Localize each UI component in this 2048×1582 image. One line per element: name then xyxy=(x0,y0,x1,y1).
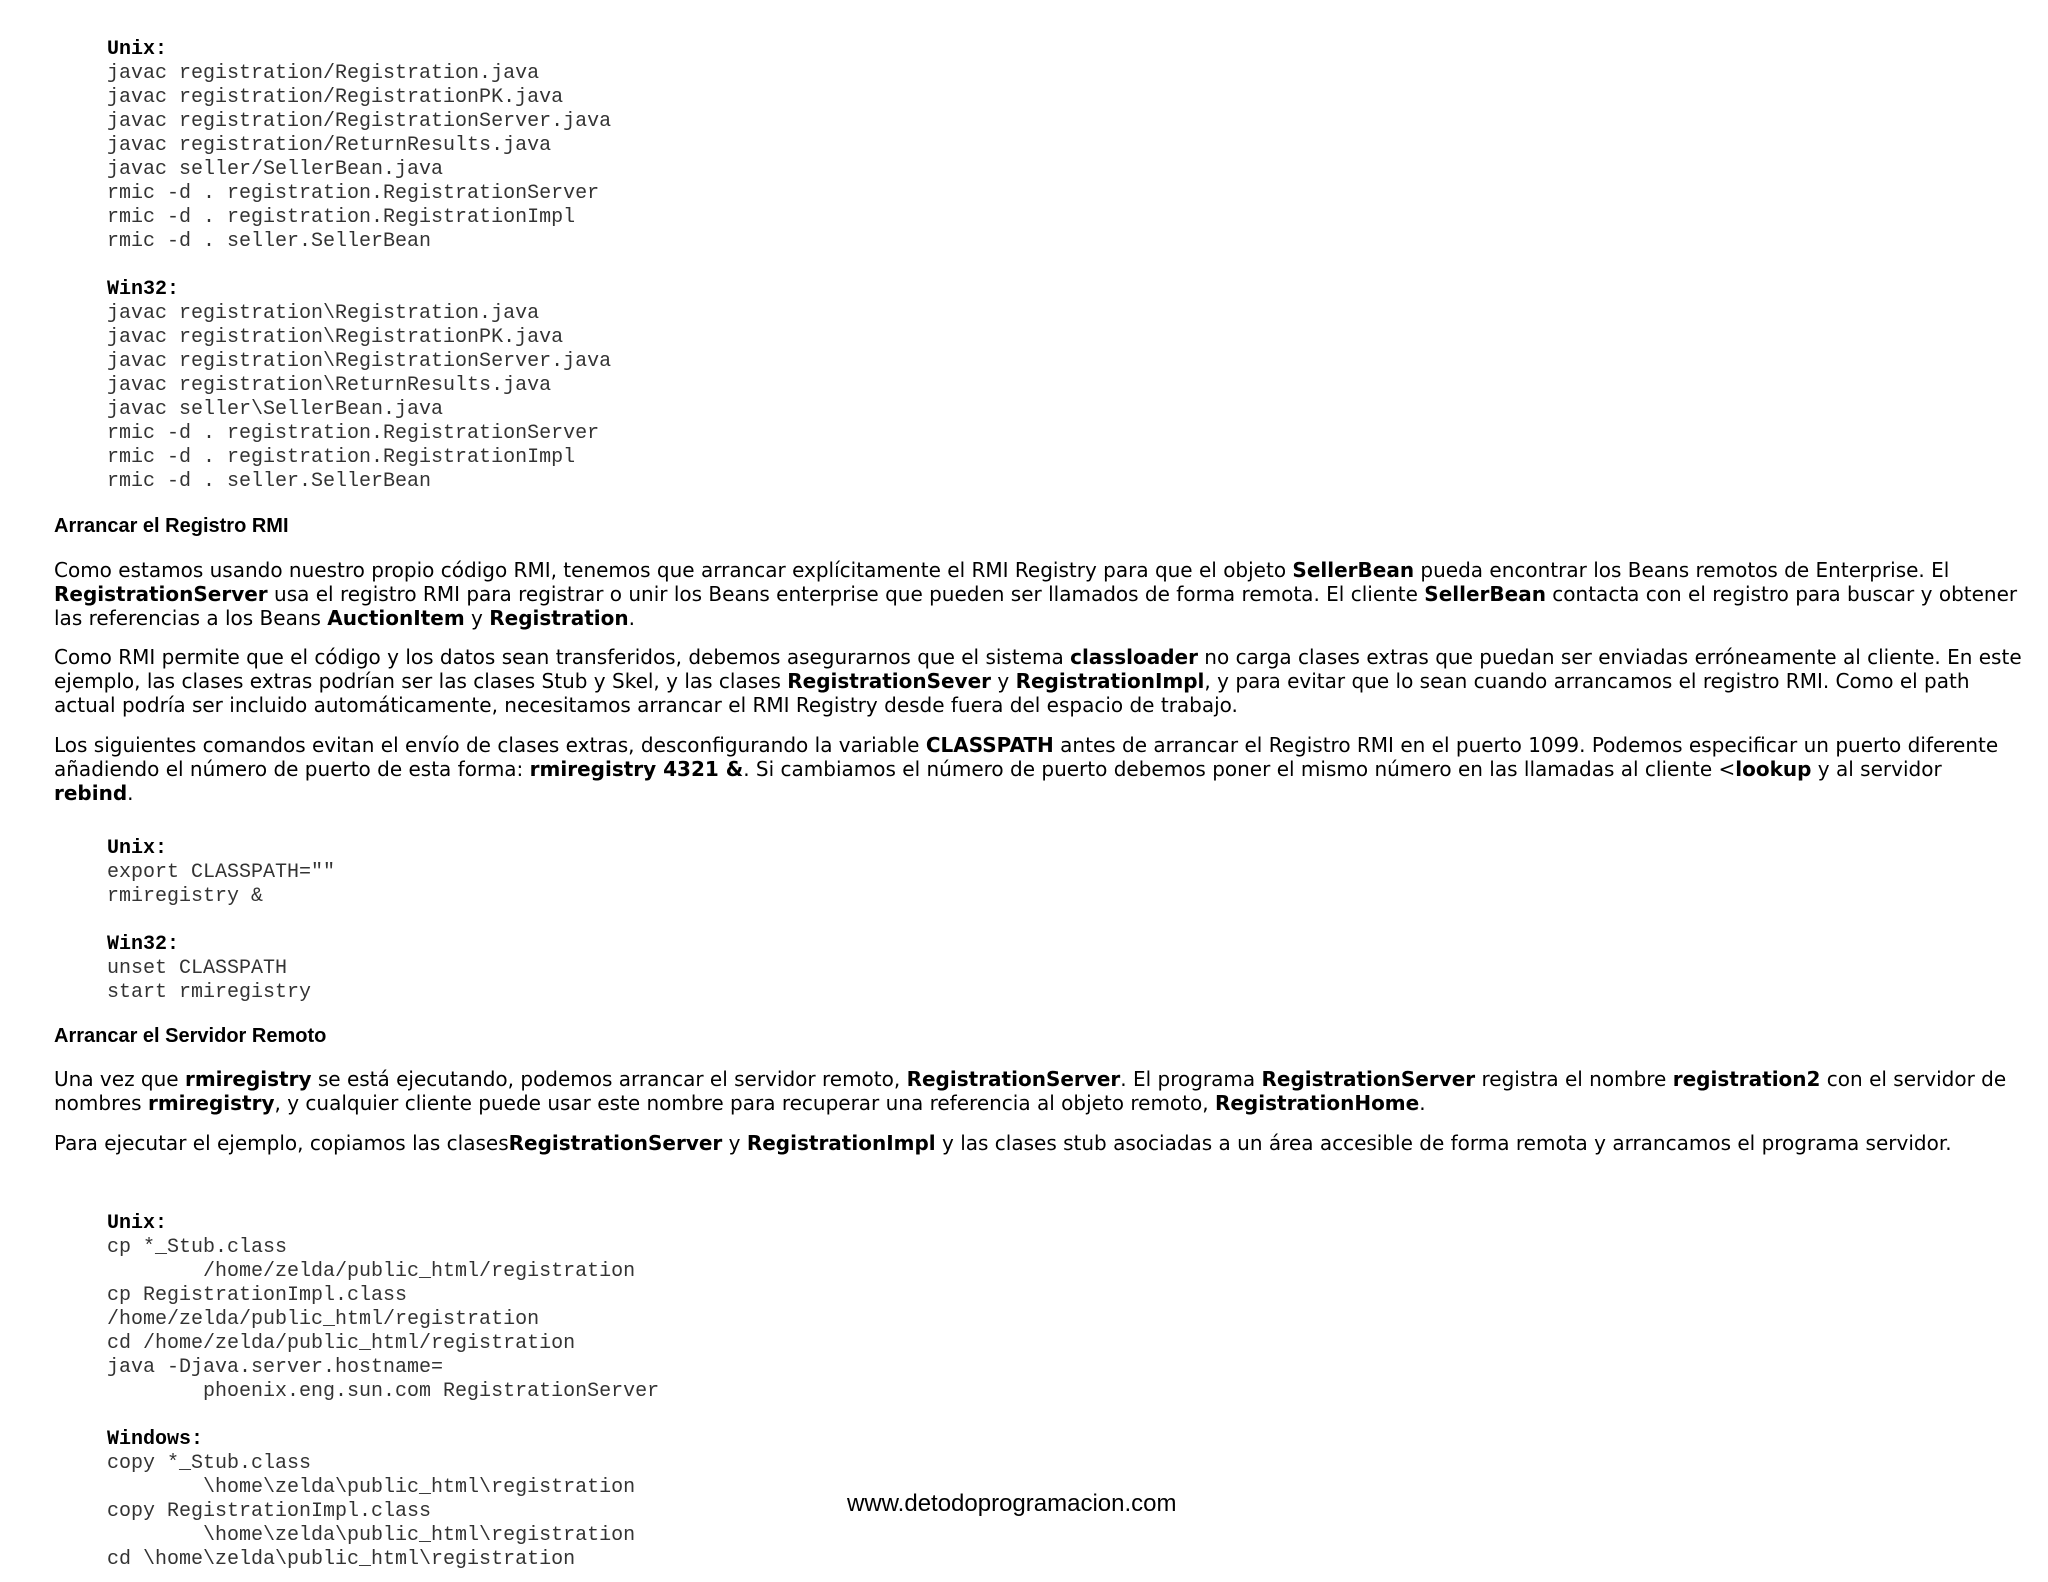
code-line: \home\zelda\public_html\registration xyxy=(107,1476,636,1499)
code-line: javac seller\SellerBean.java xyxy=(107,398,444,421)
paragraph xyxy=(54,558,2026,630)
code-lines-windows xyxy=(107,1452,659,1572)
code-lines-win32 xyxy=(107,957,335,1005)
text-run: Como estamos usando nuestro propio código RMI, tenemos que arrancar explícitamente el RMI Registry para que el objeto xyxy=(54,558,1293,582)
code-header-win32: Win32: xyxy=(107,933,180,956)
code-line: cp RegistrationImpl.class xyxy=(107,1284,408,1307)
paragraph xyxy=(54,1067,2026,1115)
bold-term: RegistrationImpl xyxy=(1015,669,1205,693)
text-run: pueda encontrar los Beans remotos de Enterprise. El xyxy=(1414,558,1950,582)
code-line: export CLASSPATH="" xyxy=(107,861,336,884)
footer-url: www.detodoprogramacion.com xyxy=(847,1490,1177,1517)
code-line: unset CLASSPATH xyxy=(107,957,288,980)
code-header-win32: Win32: xyxy=(107,278,180,301)
code-line: copy *_Stub.class xyxy=(107,1452,312,1475)
bold-term: RegistrationServer xyxy=(906,1067,1121,1091)
code-header-unix: Unix: xyxy=(107,1212,168,1235)
code-line: /home/zelda/public_html/registration xyxy=(107,1308,540,1331)
bold-term: rebind xyxy=(54,781,128,805)
text-run: Una vez que xyxy=(54,1067,185,1091)
section-heading-rmi-registry: Arrancar el Registro RMI xyxy=(54,515,289,537)
paragraph xyxy=(54,1131,2026,1155)
code-line: javac registration\ReturnResults.java xyxy=(107,374,552,397)
bold-term: rmiregistry xyxy=(147,1091,275,1115)
text-run: contacta con el registro para buscar y obtener las referencias a los Beans xyxy=(54,582,2018,630)
code-line: cd /home/zelda/public_html/registration xyxy=(107,1332,576,1355)
code-line: start rmiregistry xyxy=(107,981,312,1004)
text-run: Los siguientes comandos evitan el envío de clases extras, desconfigurando la variable xyxy=(54,733,926,757)
code-line: javac registration/RegistrationPK.java xyxy=(107,86,564,109)
code-line: phoenix.eng.sun.com RegistrationServer xyxy=(107,1380,660,1403)
code-header-unix: Unix: xyxy=(107,38,168,61)
code-block-registry xyxy=(107,837,335,1005)
bold-term: RegistrationHome xyxy=(1214,1091,1420,1115)
text-run: usa el registro RMI para registrar o unir los Beans enterprise que pueden ser llamados de forma remota. El cliente xyxy=(267,582,1425,606)
text-run: antes de arrancar el Registro RMI en el puerto 1099. Podemos especificar un puerto diferente añadiendo el número de puerto de esta forma: xyxy=(54,733,1999,781)
bold-term: lookup xyxy=(1735,757,1812,781)
bold-term: RegistrationSever xyxy=(787,669,992,693)
code-line: javac registration/Registration.java xyxy=(107,62,540,85)
code-lines-unix xyxy=(107,62,611,254)
bold-term: RegistrationImpl xyxy=(746,1131,936,1155)
text-run: . xyxy=(1419,1091,1426,1115)
bold-term: RegistrationServer xyxy=(508,1131,723,1155)
code-line: rmic -d . registration.RegistrationImpl xyxy=(107,206,576,229)
code-block-server xyxy=(107,1212,659,1572)
bold-term: RegistrationServer xyxy=(1261,1067,1476,1091)
code-line: javac registration/ReturnResults.java xyxy=(107,134,552,157)
text-run: . Si cambiamos el número de puerto debemos poner el mismo número en las llamadas al cliente < xyxy=(743,757,1736,781)
code-line: rmic -d . registration.RegistrationServer xyxy=(107,422,600,445)
bold-term: registration2 xyxy=(1672,1067,1821,1091)
code-line: rmic -d . registration.RegistrationServer xyxy=(107,182,600,205)
text-run: con el servidor de nombres xyxy=(54,1067,2007,1115)
bold-term: Registration xyxy=(489,606,629,630)
code-block-compile xyxy=(107,38,611,494)
text-run: , y para evitar que lo sean cuando arrancamos el registro RMI. Como el path actual podría ser incluido automáticamente, necesitamos arrancar el RMI Registry desde fuera del espacio de trabajo. xyxy=(54,669,1970,717)
code-line: cp *_Stub.class xyxy=(107,1236,288,1259)
text-run: y al servidor xyxy=(1811,757,1942,781)
code-line: javac registration/RegistrationServer.java xyxy=(107,110,612,133)
text-run: y xyxy=(464,606,490,630)
text-run: Como RMI permite que el código y los datos sean transferidos, debemos asegurarnos que el sistema xyxy=(54,645,1071,669)
text-run: , y cualquier cliente puede usar este nombre para recuperar una referencia al objeto remoto, xyxy=(274,1091,1215,1115)
code-header-windows: Windows: xyxy=(107,1428,204,1451)
code-lines-unix xyxy=(107,861,335,909)
text-run: y xyxy=(991,669,1016,693)
text-run: se está ejecutando, podemos arrancar el servidor remoto, xyxy=(311,1067,907,1091)
text-run: . El programa xyxy=(1120,1067,1262,1091)
text-run: y las clases stub asociadas a un área accesible de forma remota y arrancamos el programa servidor. xyxy=(935,1131,1952,1155)
code-line: java -Djava.server.hostname= xyxy=(107,1356,444,1379)
text-run: . xyxy=(628,606,635,630)
bold-term: CLASSPATH xyxy=(925,733,1054,757)
text-run: Para ejecutar el ejemplo, copiamos las clases xyxy=(54,1131,509,1155)
code-header-unix: Unix: xyxy=(107,837,168,860)
code-line: javac seller/SellerBean.java xyxy=(107,158,444,181)
code-line: rmic -d . registration.RegistrationImpl xyxy=(107,446,576,469)
bold-term: rmiregistry 4321 & xyxy=(529,757,744,781)
code-line: rmic -d . seller.SellerBean xyxy=(107,230,432,253)
code-line: \home\zelda\public_html\registration xyxy=(107,1524,636,1547)
paragraph xyxy=(54,645,2026,717)
code-lines-unix xyxy=(107,1236,659,1404)
code-line: copy RegistrationImpl.class xyxy=(107,1500,432,1523)
text-run: . xyxy=(127,781,134,805)
bold-term: classloader xyxy=(1070,645,1198,669)
bold-term: RegistrationServer xyxy=(54,582,268,606)
bold-term: rmiregistry xyxy=(184,1067,312,1091)
bold-term: AuctionItem xyxy=(327,606,465,630)
code-line: javac registration\RegistrationPK.java xyxy=(107,326,564,349)
bold-term: SellerBean xyxy=(1292,558,1415,582)
bold-term: SellerBean xyxy=(1424,582,1546,606)
text-run: registra el nombre xyxy=(1475,1067,1673,1091)
code-line: rmic -d . seller.SellerBean xyxy=(107,470,432,493)
code-line: /home/zelda/public_html/registration xyxy=(107,1260,636,1283)
code-lines-win32 xyxy=(107,302,611,494)
text-run: y xyxy=(722,1131,747,1155)
code-line: cd \home\zelda\public_html\registration xyxy=(107,1548,576,1571)
code-line: javac registration\RegistrationServer.java xyxy=(107,350,612,373)
section-heading-remote-server: Arrancar el Servidor Remoto xyxy=(54,1025,327,1047)
paragraph xyxy=(54,733,2026,805)
code-line: rmiregistry & xyxy=(107,885,264,908)
text-run: no carga clases extras que puedan ser enviadas erróneamente al cliente. En este ejemplo, las clases extras podrían ser las clases Stub y Skel, y las clases xyxy=(54,645,2022,693)
code-line: javac registration\Registration.java xyxy=(107,302,540,325)
